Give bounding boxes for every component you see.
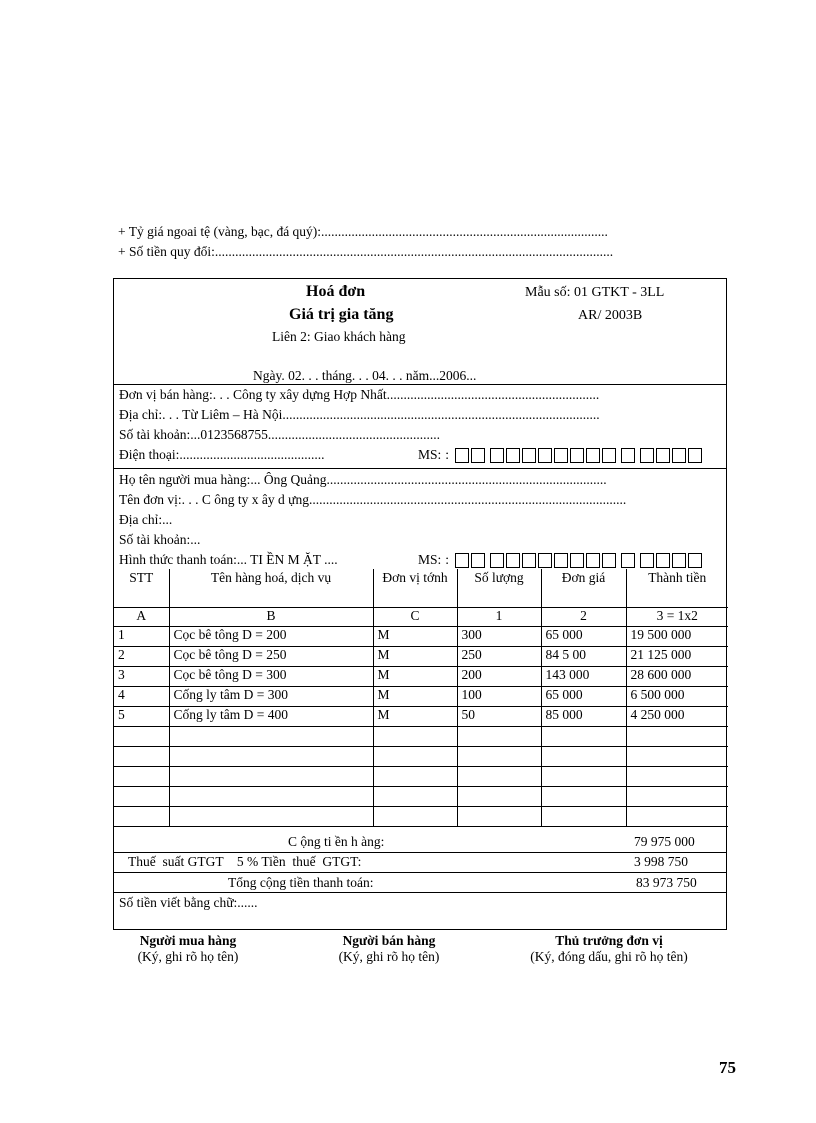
buyer-address: Địa chỉ:...	[119, 512, 173, 527]
amount-in-words: Số tiền viết bằng chữ:......	[119, 895, 258, 910]
cell: 28 600 000	[626, 667, 728, 687]
grand-total-label: Tổng cộng tiền thanh toán:	[228, 875, 374, 890]
divider	[114, 872, 726, 873]
signature-director	[506, 933, 712, 965]
table-row	[114, 667, 728, 687]
cell: M	[373, 707, 457, 727]
copy-note: Liên 2: Giao khách hàng	[272, 329, 406, 344]
cell: 65 000	[541, 627, 626, 647]
cell: Cọc bê tông D = 200	[169, 627, 373, 647]
col-header-stt: STT	[114, 569, 169, 608]
cell: M	[373, 687, 457, 707]
col-header-unit-price: Đơn giá	[541, 569, 626, 608]
seller-account: Số tài khoản:...0123568755...................................................	[119, 427, 440, 442]
col-header-goods: Tên hàng hoá, dịch vụ	[169, 569, 373, 608]
divider	[114, 892, 726, 893]
divider	[114, 468, 726, 469]
table-row	[114, 707, 728, 727]
letter-cell: B	[169, 608, 373, 627]
seller-tax-code-boxes	[453, 448, 702, 463]
signature-buyer	[118, 933, 258, 965]
seller-ms-label: MS:	[418, 447, 442, 462]
cell: 2	[114, 647, 169, 667]
divider	[114, 384, 726, 385]
cell: 3	[114, 667, 169, 687]
letter-cell: 3 = 1x2	[626, 608, 728, 627]
invoice-title: Hoá đơn	[306, 283, 366, 300]
cell: 50	[457, 707, 541, 727]
empty-row	[114, 787, 728, 807]
cell: 300	[457, 627, 541, 647]
cell: M	[373, 667, 457, 687]
letter-cell: C	[373, 608, 457, 627]
invoice-date: Ngày. 02. . . tháng. . . 04. . . năm...2006...	[253, 368, 477, 383]
cell: M	[373, 647, 457, 667]
col-header-amount: Thành tiền	[626, 569, 728, 608]
cell: 200	[457, 667, 541, 687]
signature-role: Người bán hàng	[342, 933, 436, 948]
buyer-account: Số tài khoản:...	[119, 532, 201, 547]
exchange-rate-line: + Tỷ giá ngoai tệ (vàng, bạc, đá quý):.....................................................................................	[118, 224, 608, 239]
invoice-series: AR/ 2003B	[578, 308, 643, 323]
seller-name: Đơn vị bán hàng:. . . Công ty xây dựng Hợp Nhất...............................................................	[119, 387, 600, 402]
cell: 143 000	[541, 667, 626, 687]
subtotal-label: C ộng ti ền h àng:	[288, 834, 385, 849]
table-row	[114, 647, 728, 667]
buyer-ms-label: MS:	[418, 552, 442, 567]
cell: Cống ly tâm D = 400	[169, 707, 373, 727]
subtotal-value: 79 975 000	[634, 834, 695, 849]
seller-phone: Điện thoại:...........................................	[119, 447, 325, 462]
table-header-row	[114, 569, 728, 608]
vat-value: 3 998 750	[634, 854, 688, 869]
payment-method: Hình thức thanh toán:... TI ỀN M ẶT ....	[119, 552, 338, 567]
grand-total-value: 83 973 750	[636, 875, 697, 890]
cell: 84 5 00	[541, 647, 626, 667]
seller-address: Địa chỉ:. . . Từ Liêm – Hà Nội..............................................................................................	[119, 407, 600, 422]
letter-cell: 1	[457, 608, 541, 627]
signature-note: (Ký, ghi rõ họ tên)	[338, 949, 440, 964]
col-header-quantity: Số lượng	[457, 569, 541, 608]
cell: Cống ly tâm D = 300	[169, 687, 373, 707]
empty-row	[114, 747, 728, 767]
signature-role: Người mua hàng	[139, 933, 237, 948]
signature-role: Thủ trưởng đơn vị	[555, 933, 663, 948]
empty-row	[114, 767, 728, 787]
cell: 4 250 000	[626, 707, 728, 727]
cell: 85 000	[541, 707, 626, 727]
buyer-name: Họ tên người mua hàng:... Ông Quảng...................................................................................	[119, 472, 607, 487]
cell: Cọc bê tông D = 250	[169, 647, 373, 667]
divider	[114, 852, 726, 853]
items-table	[114, 569, 728, 827]
table-row	[114, 627, 728, 647]
buyer-tax-code: MS: :	[418, 552, 702, 568]
converted-amount-line: + Số tiền quy đổi:......................................................................................................................	[118, 244, 614, 259]
cell: 1	[114, 627, 169, 647]
table-letter-row	[114, 608, 728, 627]
cell: 250	[457, 647, 541, 667]
cell: M	[373, 627, 457, 647]
cell: Cọc bê tông D = 300	[169, 667, 373, 687]
invoice-frame	[113, 278, 727, 930]
col-header-unit: Đơn vị tớnh	[373, 569, 457, 608]
empty-row	[114, 727, 728, 747]
invoice-subtitle: Giá trị gia tăng	[289, 306, 394, 323]
buyer-unit: Tên đơn vị:. . . C ông ty x ây d ựng..............................................................................................	[119, 492, 627, 507]
signature-note: (Ký, đóng dấu, ghi rõ họ tên)	[530, 949, 688, 964]
signature-seller	[315, 933, 463, 965]
cell: 100	[457, 687, 541, 707]
cell: 6 500 000	[626, 687, 728, 707]
letter-cell: A	[114, 608, 169, 627]
cell: 19 500 000	[626, 627, 728, 647]
form-number: Mẫu số: 01 GTKT - 3LL	[525, 285, 665, 300]
letter-cell: 2	[541, 608, 626, 627]
seller-tax-code: MS: :	[418, 447, 702, 463]
buyer-tax-code-boxes	[453, 553, 702, 568]
cell: 65 000	[541, 687, 626, 707]
table-row	[114, 687, 728, 707]
cell: 5	[114, 707, 169, 727]
signature-note: (Ký, ghi rõ họ tên)	[137, 949, 239, 964]
cell: 21 125 000	[626, 647, 728, 667]
empty-row	[114, 807, 728, 827]
cell: 4	[114, 687, 169, 707]
page-number: 75	[719, 1058, 736, 1077]
vat-label: Thuế suất GTGT 5 % Tiền thuế GTGT:	[128, 854, 362, 869]
